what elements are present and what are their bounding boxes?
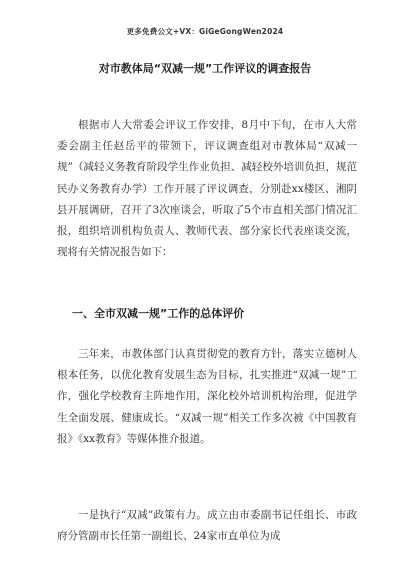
header-note: 更多免费公文+VX：GiGeGongWen2024 (126, 27, 284, 36)
paragraph-policy: 一是执行“双减”政策有力。成立由市委副书记任组长、市政府分管副市长任第一副组长、24家市直单位为成 (57, 509, 357, 543)
document-title: 对市教体局“双减一规”工作评议的调查报告 (98, 62, 312, 75)
section-heading: 一、全市双减一规”工作的总体评价 (72, 307, 245, 320)
paragraph-intro: 根据市人大常委会评议工作安排，8月中下旬，在市人大常委会副主任赵岳平的带领下，评议调查组对市教体局“双减一规”（减轻义务教育阶段学生作业负担、减轻校外培训负担，规范民办义务教育办学）工作开展了评议调查，分别赴xx楼区、湘阴县开展调研，召开了3次座谈会，听取了5个市直相关部门情况汇报，组织培训机构负责人、教师代表、部分家长代表座谈交流，现将有关情况报告如下： (57, 119, 357, 259)
paragraph-evaluation: 三年来，市教体部门认真贯彻党的教育方针，落实立德树人根本任务，以优化教育发展生态为目标，扎实推进“双减一规”工作，强化学校教育主阵地作用，深化校外培训机构治理，促进学生全面发展、健康成长。“双减一规”相关工作多次被《中国教育报》《xx教育》等媒体推介报道。 (57, 348, 357, 445)
